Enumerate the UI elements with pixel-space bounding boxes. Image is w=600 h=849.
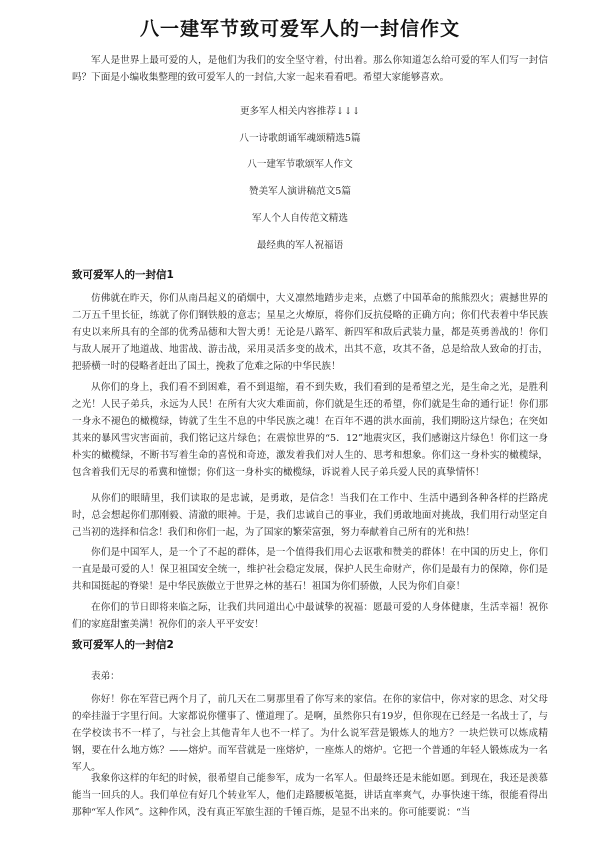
letter2-salutation: 表弟： [91,671,120,682]
letter2-heading: 致可爱军人的一封信2 [72,639,174,651]
related-link-autobiography[interactable]: 军人个人自传范文精选 [252,213,348,224]
page-title: 八一建军节致可爱军人的一封信作文 [139,18,460,40]
related-links-header: 更多军人相关内容推荐↓↓↓ [239,106,361,117]
intro-paragraph: 军人是世界上最可爱的人，是他们为我们的安全坚守着，付出着。那么你知道怎么给可爱的军人们写一封信吗？下面是小编收集整理的致可爱军人的一封信,大家一起来看看吧。希望大家能够喜欢。 [72,55,548,83]
related-link-essay[interactable]: 八一建军节歌颂军人作文 [247,159,353,170]
related-link-speech[interactable]: 赞美军人演讲稿范文5篇 [248,186,352,197]
related-link-poem[interactable]: 八一诗歌朗诵军魂颂精选5篇 [239,133,361,144]
letter2-paragraph-2: 我象你这样的年纪的时候，很希望自己能参军，成为一名军人。但最终还是未能如愿。到现在，我还是羡慕能当一回兵的人。我们单位有好几个转业军人，他们走路腰板笔挺，讲话直率爽气，办事快速干练，很能看得出那种“军人作风”。这种作风，没有真正军旅生涯的千锤百炼，是显不出来的。你可能要说：“当 [72,773,548,818]
related-link-blessings[interactable]: 最经典的军人祝福语 [256,240,344,251]
letter1-paragraph-1: 仿佛就在昨天，你们从南昌起义的硝烟中，大义凛然地踏步走来，点燃了中国革命的熊熊烈火；震撼世界的二万五千里长征，练就了你们钢铁般的意志；星星之火燎原，将你们反抗侵略的正确方向；你们代表着中华民族有史以来所具有的全部的优秀品德和大智大勇！无论是八路军、新四军和敌后武装力量，都是英勇善战的！你们与敌人展开了地道战、地雷战、游击战，采用灵活多变的战术，出其不意，攻其不备，总是给敌人致命的打击，把骄横一时的侵略者赶出了国土，挽救了危难之际的中华民族！ [72,293,548,372]
letter1-paragraph-5: 在你们的节日即将来临之际，让我们共同道出心中最诚挚的祝福：愿最可爱的人身体健康，生活幸福！祝你们的家庭甜蜜美满！祝你们的亲人平平安安！ [72,602,548,630]
letter1-paragraph-3: 从你们的眼睛里，我们读取的是忠诚，是勇敢，是信念！当我们在工作中、生活中遇到各种各样的拦路虎时，总会想起你们那刚毅、清澈的眼神。于是，我们忠诚自己的事业，我们勇敢地面对挑战，我们用行动坚定自己当初的选择和信念！我们和你们一起，为了国家的繁荣富强，努力奉献着自己所有的光和热！ [72,493,548,538]
letter1-heading: 致可爱军人的一封信1 [72,269,174,281]
letter1-paragraph-2: 从你们的身上，我们看不到困难，看不到退缩，看不到失败，我们看到的是希望之光，是生命之光，是胜利之光！人民子弟兵，永远为人民！在所有大灾大难面前，你们就是生还的希望，你们就是生命的通行证！你们那一身永不褪色的橄榄绿，铸就了生生不息的中华民族之魂！在百年不遇的洪水面前，我们期盼这片绿色；在突如其来的暴风雪灾害面前，我们铭记这片绿色；在震惊世界的“5．12”地震灾区，我们感谢这片绿色！你们这一身朴实的橄榄绿，不断书写着生命的喜悦和奇迹，激发着我们对人生的、思考和想象。你们这一身朴实的橄榄绿，包含着我们无尽的希冀和憧憬；你们这一身朴实的橄榄绿，诉说着人民子弟兵爱人民的真挚情怀！ [72,382,548,478]
letter2-paragraph-1: 你好！你在军营已两个月了，前几天在二舅那里看了你写来的家信。在你的家信中，你对家的思念、对父母的牵挂溢于字里行间。大家都说你懂事了、懂道理了。是啊，虽然你只有19岁，但你现在已经是一名战士了，与在学校读书不一样了，与社会上其他青年人也不一样了。为什么说军营是锻炼人的地方？一块烂铁可以炼成精钢，要在什么地方炼？——熔炉。而军营就是一座熔炉，一座炼人的熔炉。它把一个普通的年轻人锻炼成为一名军人。 [72,694,548,773]
letter1-paragraph-4: 你们是中国军人，是一个了不起的群体，是一个值得我们用心去讴歌和赞美的群体！在中国的历史上，你们一直是最可爱的人！保卫祖国安全统一，维护社会稳定发展，保护人民生命财产，你们是最有力的保障，你们是共和国挺起的脊梁！是中华民族傲立于世界之林的基石！祖国为你们骄傲，人民为你们自豪！ [72,547,548,592]
